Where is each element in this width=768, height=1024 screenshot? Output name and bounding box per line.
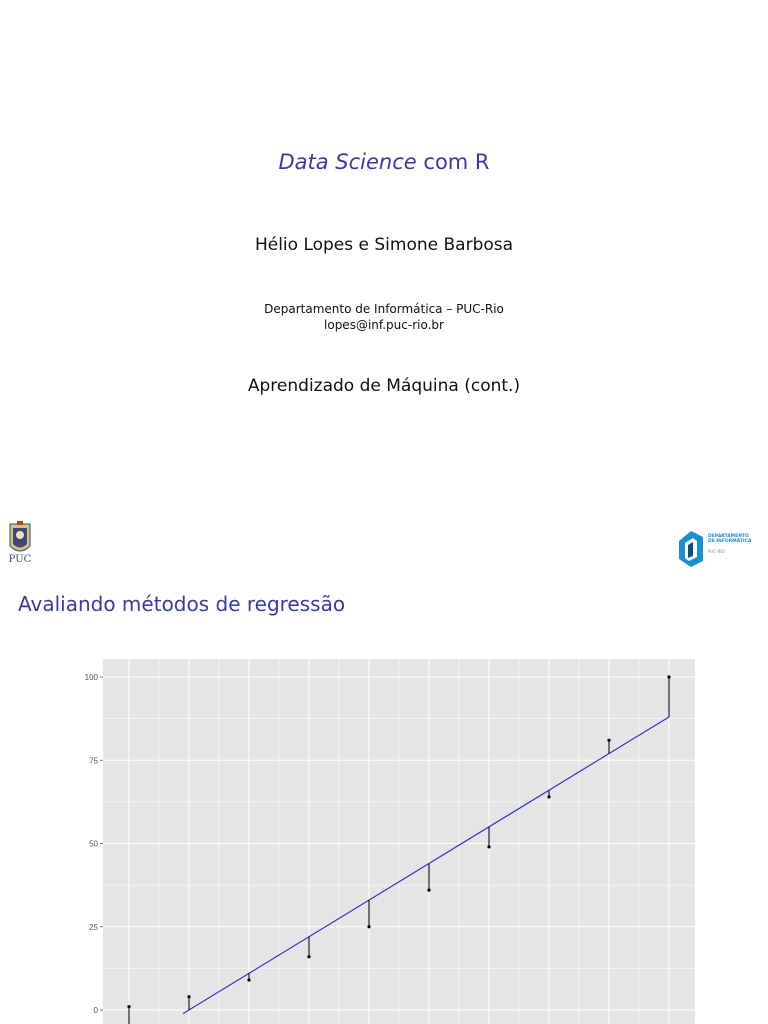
data-point — [547, 795, 550, 798]
title-italic: Data Science — [278, 150, 417, 174]
data-point — [427, 889, 430, 892]
y-tick-label: 0 — [93, 1006, 98, 1015]
y-tick-label: 100 — [84, 673, 98, 682]
y-tick-label: 50 — [89, 839, 98, 849]
data-point — [247, 978, 250, 981]
data-point — [127, 1005, 130, 1008]
department: Departamento de Informática – PUC-Rio — [264, 302, 504, 316]
slide-title — [0, 150, 768, 174]
slide-heading: Avaliando métodos de regressão — [18, 592, 346, 616]
affiliation — [0, 301, 768, 333]
y-tick-label: 25 — [89, 922, 98, 932]
data-point — [367, 925, 370, 928]
content-slide — [0, 512, 768, 1024]
title-rest: com R — [416, 150, 490, 174]
data-point — [307, 955, 310, 958]
data-point — [607, 739, 610, 742]
slide-subtitle: Aprendizado de Máquina (cont.) — [247, 376, 521, 396]
puc-logo-text: PUC — [8, 554, 32, 565]
data-point — [487, 845, 490, 848]
data-point — [667, 675, 670, 678]
authors: Hélio Lopes e Simone Barbosa — [254, 235, 514, 255]
di-logo-subtext: PUC-RIO — [708, 549, 725, 554]
email: lopes@inf.puc-rio.br — [324, 318, 444, 332]
data-point — [187, 995, 190, 998]
y-tick-label: 75 — [89, 756, 98, 766]
regression-chart — [0, 652, 768, 1024]
di-logo-text: DEPARTAMENTO DE INFORMÁTICA — [708, 534, 752, 544]
